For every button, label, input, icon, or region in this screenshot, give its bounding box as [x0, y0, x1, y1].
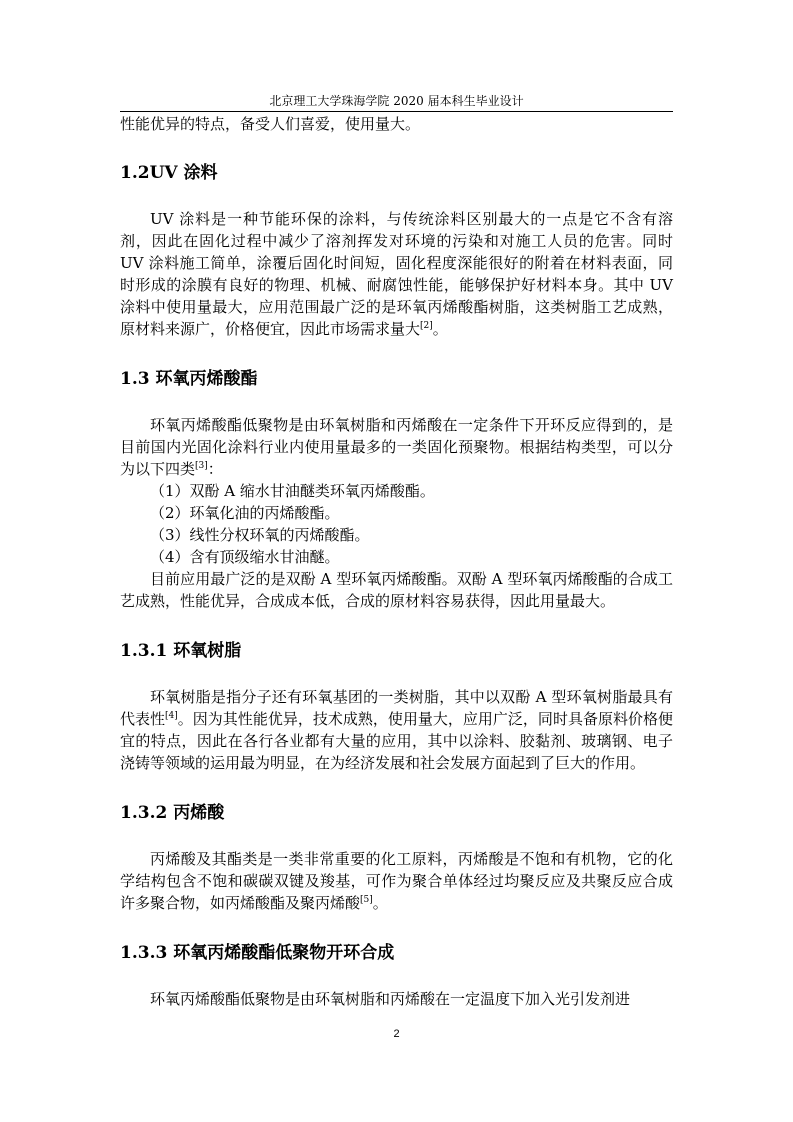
acrylic-acid-text: 丙烯酸及其酯类是一类非常重要的化工原料，丙烯酸是不饱和有机物，它的化学结构包含不饱和碳碳双键及羧基，可作为聚合单体经过均聚反应及共聚反应合成许多聚合物，如丙烯酸酯及聚丙烯酸	[120, 850, 673, 912]
citation-5[interactable]: [5]	[360, 895, 373, 905]
acrylic-acid-tail: 。	[372, 894, 388, 912]
list-item: （2）环氧化油的丙烯酸酯。	[150, 504, 340, 522]
synthesis-paragraph: 环氧丙烯酸酯低聚物是由环氧树脂和丙烯酸在一定温度下加入光引发剂进	[150, 990, 631, 1008]
uv-coating-paragraph	[120, 208, 673, 340]
epoxy-resin-text-start: 环氧树脂是指分子还有环氧基团的一类树脂，其中以双酚 A 型环氧树脂最具有代表性	[120, 688, 673, 728]
citation-4[interactable]: [4]	[165, 711, 178, 721]
intro-line: 性能优异的特点，备受人们喜爱，使用量大。	[120, 115, 421, 133]
epoxy-resin-paragraph	[120, 686, 673, 774]
document-body	[120, 113, 673, 1010]
page-header	[120, 93, 673, 112]
section-heading-epoxy-acrylate: 1.3 环氧丙烯酸酯	[120, 369, 258, 389]
section-heading-epoxy-resin: 1.3.1 环氧树脂	[120, 641, 242, 661]
section-heading-acrylic-acid: 1.3.2 丙烯酸	[120, 803, 225, 823]
citation-3[interactable]: [3]	[195, 461, 208, 471]
section-heading-uv-coating: 1.2UV 涂料	[120, 163, 218, 183]
epoxy-acrylate-tail: ：	[207, 460, 223, 478]
acrylic-acid-paragraph	[120, 848, 673, 914]
page-number: 2	[393, 1028, 400, 1040]
epoxy-acrylate-text: 环氧丙烯酸酯低聚物是由环氧树脂和丙烯酸在一定条件下开环反应得到的，是目前国内光固化涂料行业内使用量最多的一类固化预聚物。根据结构类型，可以分为以下四类	[120, 416, 673, 478]
list-item: （4）含有顶级缩水甘油醚。	[150, 548, 340, 566]
epoxy-acrylate-closing: 目前应用最广泛的是双酚 A 型环氧丙烯酸酯。双酚 A 型环氧丙烯酸酯的合成工艺成熟，性能优异，合成成本低，合成的原材料容易获得，因此用量最大。	[120, 570, 673, 610]
epoxy-resin-text-end: 。因为其性能优异，技术成熟，使用量大，应用广泛，同时具备原料价格便宜的特点，因此在各行各业都有大量的应用，其中以涂料、胶黏剂、玻璃钢、电子浇铸等领域的运用最为明显，在为经济发展和社会发展方面起到了巨大的作用。	[120, 710, 673, 772]
header-text: 北京理工大学珠海学院 2020 届本科生毕业设计	[269, 94, 524, 108]
uv-coating-text: UV 涂料是一种节能环保的涂料，与传统涂料区别最大的一点是它不含有溶剂，因此在固化过程中减少了溶剂挥发对环境的污染和对施工人员的危害。同时 UV 涂料施工简单，涂覆后固化时间短，固化程度深能很好的附着在材料表面，同时形成的涂膜有良好的物理、机械、耐腐蚀性能，能够保护好材料本身。其中 UV 涂料中使用量最大，应用范围最广泛的是环氧丙烯酸酯树脂，这类树脂工艺成熟，原材料来源广，价格便宜，因此市场需求量大	[120, 210, 673, 338]
citation-2[interactable]: [2]	[420, 321, 433, 331]
epoxy-acrylate-paragraph	[120, 414, 673, 480]
list-item: （1）双酚 A 缩水甘油醚类环氧丙烯酸酯。	[150, 482, 435, 500]
section-heading-synthesis: 1.3.3 环氧丙烯酸酯低聚物开环合成	[120, 943, 395, 963]
uv-coating-tail: 。	[432, 320, 448, 338]
list-item: （3）线性分权环氧的丙烯酸酯。	[150, 526, 370, 544]
